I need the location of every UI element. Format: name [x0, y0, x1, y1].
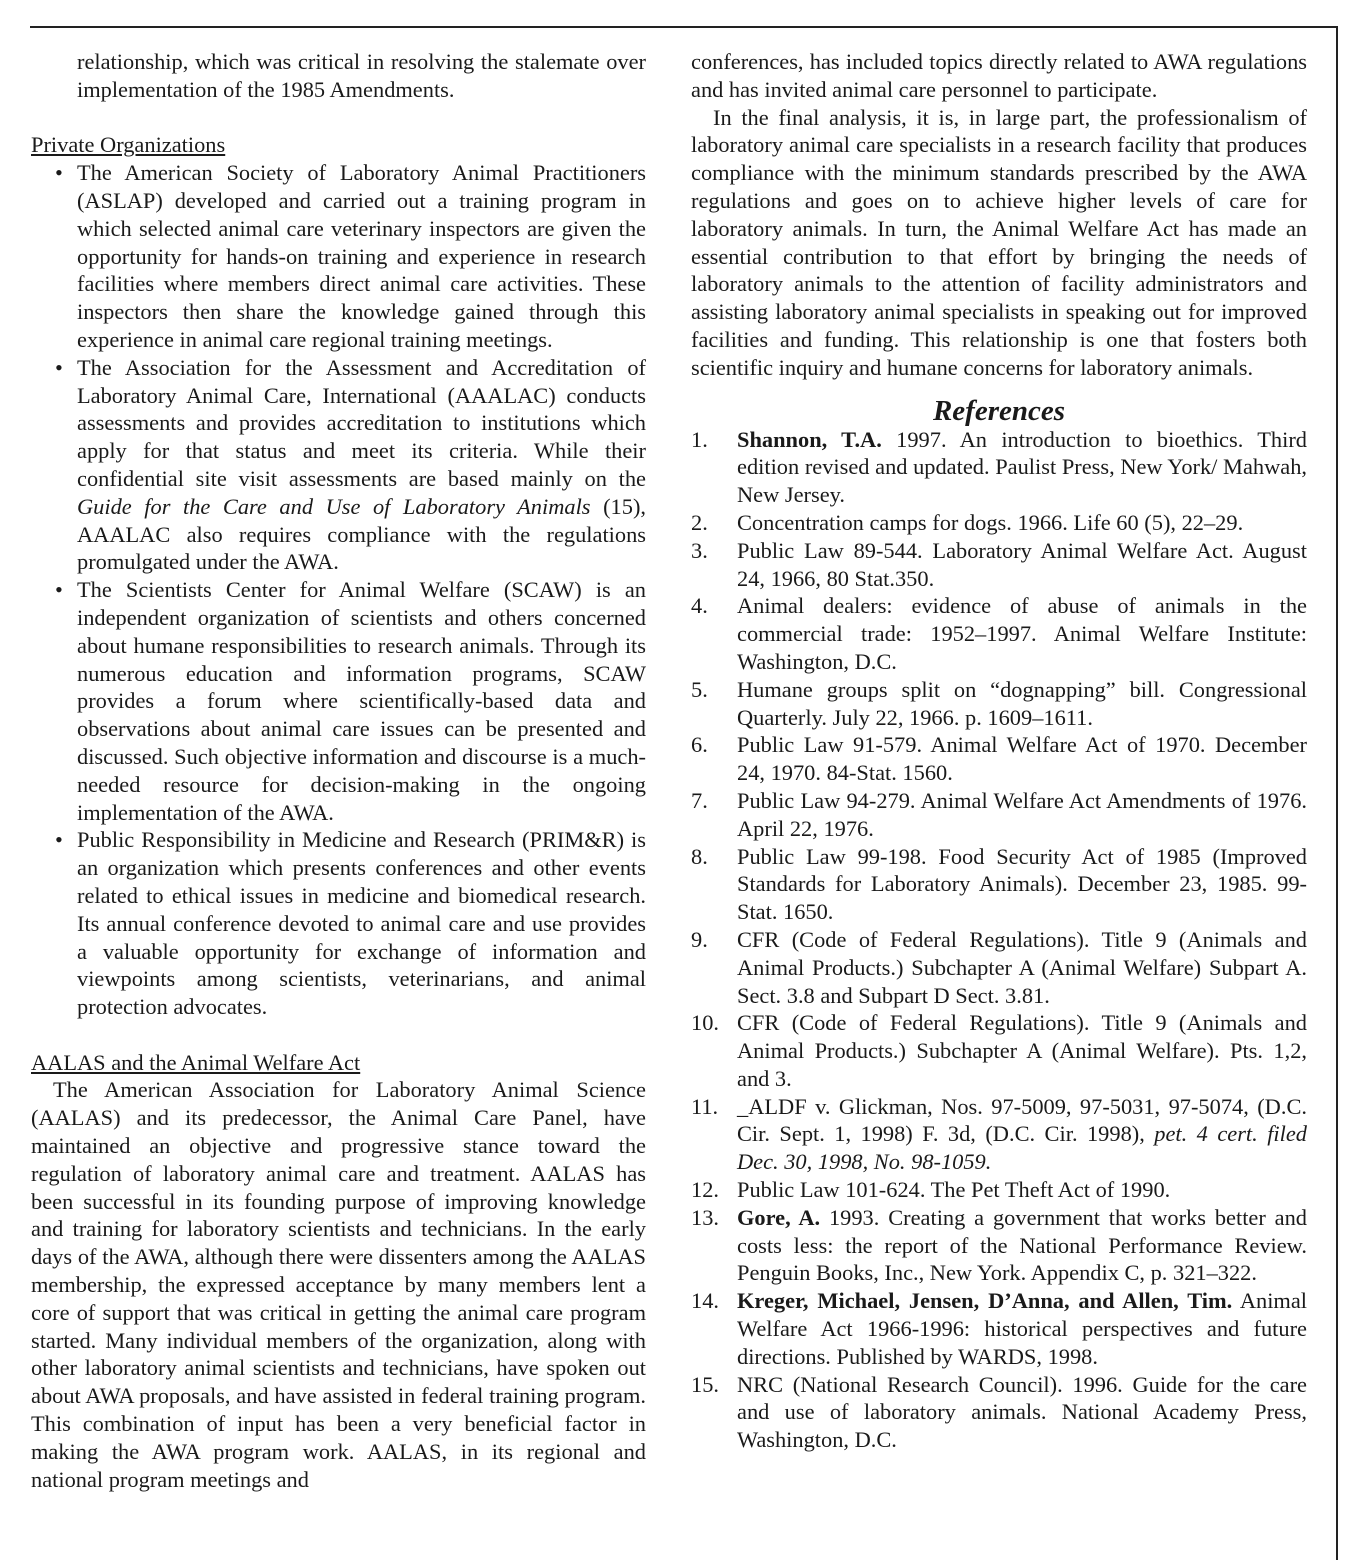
reference-author: Gore, A.: [737, 1204, 821, 1230]
references-title: References: [932, 394, 1066, 427]
reference-text: Public Law 91-579. Animal Welfare Act of 1970. December 24, 1970. 84-Stat. 1560.: [737, 732, 1307, 786]
reference-text: Public Law 99-198. Food Security Act of 1985 (Improved Standards for Laboratory Animals). December 23, 1985. 99-Stat. 1650.: [737, 843, 1307, 925]
bullet-text: The American Society of Laboratory Animal Practitioners (ASLAP) developed and carried out a training program in which selected animal care veterinary inspectors are given the opportunity for hands-on training and experience in research facilities where members direct animal care activities. These inspectors then share the knowledge gained through this experience in animal care regional training meetings.: [77, 160, 646, 352]
reference-text: Humane groups split on “dognapping” bill. Congressional Quarterly. July 22, 1966. p. 1609–1611.: [737, 676, 1307, 730]
reference-italic: pet. 4 cert. filed Dec. 30, 1998, No. 98-1059.: [737, 1121, 1307, 1175]
reference-text: Public Law 101-624. The Pet Theft Act of 1990.: [737, 1177, 1171, 1203]
reference-text: NRC (National Research Council). 1996. Guide for the care and use of laboratory animals. National Academy Press, Washington, D.C.: [737, 1371, 1307, 1453]
reference-item: [691, 731, 1307, 787]
reference-text: Concentration camps for dogs. 1966. Life 60 (5), 22–29.: [737, 509, 1244, 535]
reference-item: [691, 1371, 1307, 1454]
reference-number: 2.: [691, 509, 708, 535]
reference-text: 1997. An introduction to bioethics. Third edition revised and updated. Paulist Press, New York/ Mahwah, New Jersey.: [737, 426, 1307, 508]
reference-item: [691, 426, 1307, 509]
reference-item: [691, 676, 1307, 732]
reference-text: Animal dealers: evidence of abuse of animals in the commercial trade: 1952–1997. Animal Welfare Institute: Washington, D.C.: [737, 593, 1307, 674]
list-item: [31, 826, 646, 1021]
reference-number: 11.: [691, 1093, 719, 1119]
bullet-text: The Scientists Center for Animal Welfare (SCAW) is an independent organization of scientists and others concerned about humane responsibilities to research animals. Through its numerous education and information programs, SCAW provides a forum where scientifically-based data and observations about animal care issues can be presented and discussed. Such objective information and discourse is a much-needed resource for decision-making in the ongoing implementation of the AWA.: [77, 577, 646, 825]
reference-text: Public Law 89-544. Laboratory Animal Welfare Act. August 24, 1966, 80 Stat.350.: [737, 537, 1307, 591]
reference-item: [691, 509, 1307, 537]
reference-item: [691, 1287, 1307, 1370]
bullet-icon: •: [55, 577, 63, 603]
reference-number: 1.: [691, 426, 708, 452]
list-item: [31, 576, 646, 826]
list-item: [31, 159, 646, 354]
reference-number: 10.: [691, 1010, 719, 1036]
references-list: [691, 426, 1307, 1454]
guide-title-italic: Guide for the Care and Use of Laboratory Animals: [77, 493, 591, 519]
private-organizations-heading: Private Organizations: [31, 132, 226, 158]
bullet-icon: •: [55, 827, 63, 853]
reference-number: 13.: [691, 1204, 719, 1230]
reference-number: 6.: [691, 732, 708, 758]
reference-item: [691, 1176, 1307, 1204]
list-item: [31, 354, 646, 576]
bullet-text-end: (15), AAALAC also requires compliance with the regulations promulgated under the AWA.: [77, 493, 647, 575]
reference-item: [691, 1009, 1307, 1092]
reference-number: 3.: [691, 537, 708, 563]
reference-item: [691, 592, 1307, 675]
bullet-text: The Association for the Assessment and Accreditation of Laboratory Animal Care, International (AAALAC) conducts assessments and provides accreditation to institutions which apply for that status and meet its criteria. While their confidential site visit assessments are based mainly on the: [77, 354, 646, 491]
private-organizations-list: [31, 159, 646, 1021]
reference-item: [691, 1093, 1307, 1176]
reference-number: 9.: [691, 926, 708, 952]
intro-continuation: relationship, which was critical in resolving the stalemate over implementation of the 1985 Amendments.: [77, 49, 646, 102]
aalas-paragraph: The American Association for Laboratory Animal Science (AALAS) and its predecessor, the Animal Care Panel, have maintained an objective and progressive stance toward the regulation of laboratory animal care and treatment. AALAS has been successful in its founding purpose of improving knowledge and training for laboratory scientists and technicians. In the early days of the AWA, although there were dissenters among the AALAS membership, the expressed acceptance by many members lent a core of support that was critical in getting the animal care program started. Many individual members of the organization, along with other laboratory animal scientists and technicians, have spoken out about AWA proposals, and have assisted in federal training program. This combination of input has been a very beneficial factor in making the AWA program work. AALAS, in its regional and national program meetings and: [31, 1077, 646, 1492]
reference-item: [691, 926, 1307, 1009]
left-column: [31, 48, 646, 1493]
reference-text: CFR (Code of Federal Regulations). Title 9 (Animals and Animal Products.) Subchapter A (Animal Welfare) Subpart A. Sect. 3.8 and Subpart D Sect. 3.81.: [737, 926, 1307, 1008]
reference-number: 4.: [691, 593, 708, 619]
reference-number: 7.: [691, 787, 708, 813]
right-border-rule: [1336, 26, 1338, 1560]
reference-number: 5.: [691, 676, 708, 702]
top-border-rule: [30, 26, 1338, 28]
reference-author: Kreger, Michael, Jensen, D’Anna, and Allen, Tim.: [737, 1288, 1233, 1314]
reference-item: [691, 537, 1307, 593]
bullet-icon: •: [55, 354, 63, 380]
reference-number: 12.: [691, 1177, 719, 1203]
reference-author: Shannon, T.A.: [737, 426, 882, 452]
continuation-paragraph: conferences, has included topics directly related to AWA regulations and has invited animal care personnel to participate.: [691, 49, 1307, 102]
reference-item: [691, 787, 1307, 843]
final-analysis-paragraph: In the final analysis, it is, in large part, the professionalism of laboratory animal care specialists in a research facility that produces compliance with the minimum standards prescribed by the AWA regulations and goes on to achieve higher levels of care for laboratory animals. In turn, the Animal Welfare Act has made an essential contribution to that effort by bringing the needs of laboratory animals to the attention of facility administrators and assisting laboratory animal specialists in speaking out for improved facilities and funding. This relationship is one that fosters both scientific inquiry and humane concerns for laboratory animals.: [691, 104, 1307, 380]
reference-text: _ALDF v. Glickman, Nos. 97-5009, 97-5031, 97-5074, (D.C. Cir. Sept. 1, 1998) F. 3d, (D.C. Cir. 1998),: [737, 1093, 1307, 1147]
reference-text: 1993. Creating a government that works better and costs less: the report of the National Performance Review. Penguin Books, Inc., New York. Appendix C, p. 321–322.: [737, 1204, 1308, 1286]
reference-text: Public Law 94-279. Animal Welfare Act Amendments of 1976. April 22, 1976.: [737, 787, 1307, 841]
aalas-heading: AALAS and the Animal Welfare Act: [31, 1049, 361, 1075]
reference-number: 8.: [691, 843, 708, 869]
reference-text: Animal Welfare Act 1966-1996: historical perspectives and future directions. Published by WARDS, 1998.: [737, 1288, 1308, 1369]
reference-number: 14.: [691, 1288, 719, 1314]
bullet-icon: •: [55, 160, 63, 186]
reference-number: 15.: [691, 1371, 719, 1397]
reference-text: CFR (Code of Federal Regulations). Title 9 (Animals and Animal Products.) Subchapter A (Animal Welfare). Pts. 1,2, and 3.: [737, 1010, 1307, 1091]
bullet-text: Public Responsibility in Medicine and Research (PRIM&R) is an organization which presents conferences and other events related to ethical issues in medicine and biomedical research. Its annual conference devoted to animal care and use provides a valuable opportunity for exchange of information and viewpoints among scientists, veterinarians, and animal protection advocates.: [77, 827, 646, 1020]
right-column: [691, 48, 1307, 1454]
reference-item: [691, 1204, 1307, 1287]
reference-item: [691, 843, 1307, 926]
